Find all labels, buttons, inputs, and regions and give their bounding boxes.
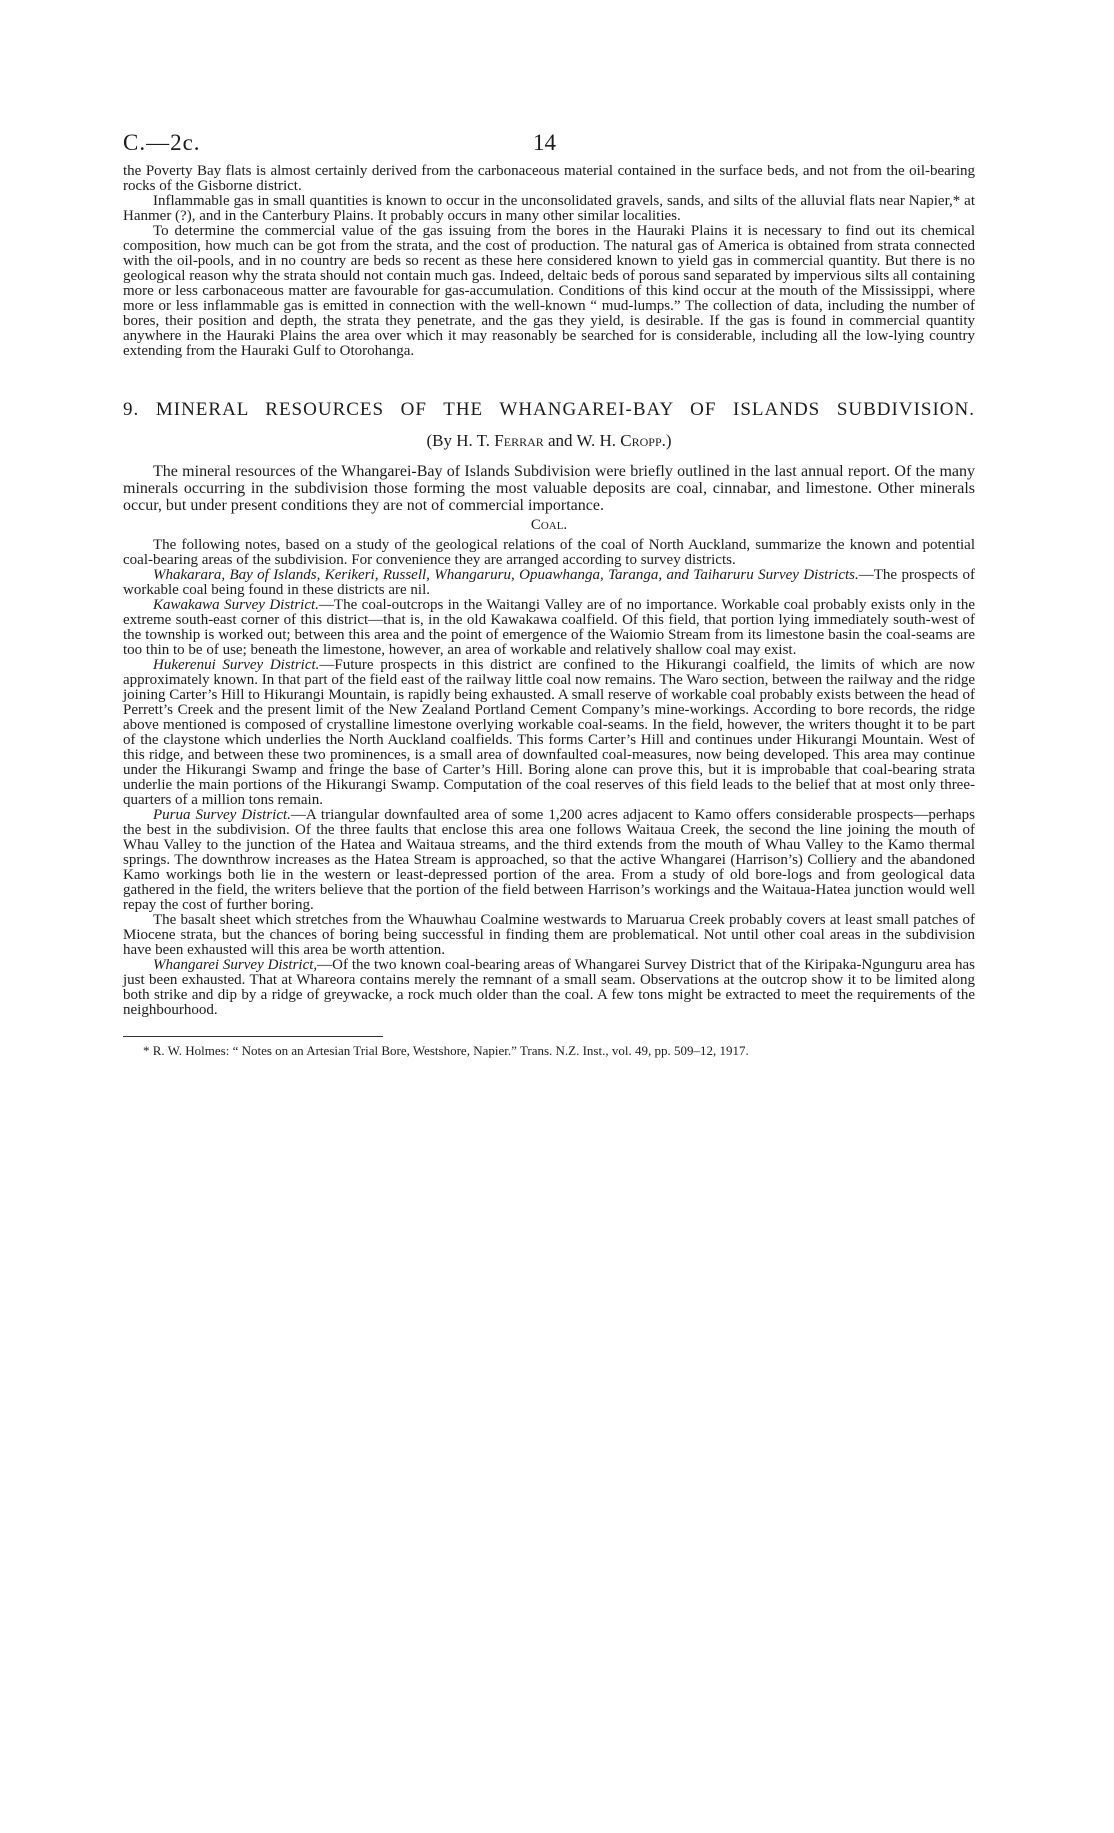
subheading-coal: Coal.: [530, 517, 568, 533]
district-text: —Future prospects in this district are confined to the Hikurangi coalfield, the limits of which are now approximately known. In that part of the field east of the railway little coal now remains. The Waro section, between the railway and the ridge joining Carter’s Hill to Hikurangi Mountain, is rapidly being exhausted. A small reserve of workable coal probably exists between the head of Perrett’s Creek and the present limit of the New Zealand Portland Cement Company’s mine-workings. According to bore records, the ridge above mentioned is composed of crystalline limestone overlying workable coal-seams. In the field, however, the writers thought it to be part of the claystone which underlies the North Auckland coalfields. This forms Carter’s Hill and continues under Hikurangi Mountain. West of this ridge, and between these two prominences, is a small area of downfaulted coal-measures, now being developed. This area may continue under the Hikurangi Swamp and fringe the base of Carter’s Hill. Boring alone can prove this, but it is improbable that coal-bearing strata underlie the main portions of the Hikurangi Swamp. Computation of the coal reserves of this field leads to the belief that at most only three-quarters of a million tons remain.: [123, 657, 975, 808]
district-name: Hukerenui Survey District.: [153, 657, 320, 673]
district-paragraph: [123, 568, 975, 598]
district-name: Purua Survey District.: [153, 807, 291, 823]
district-paragraph: [123, 958, 975, 1018]
district-paragraph: [123, 913, 975, 958]
byline-and: and W. H.: [543, 431, 621, 450]
district-name: Whakarara, Bay of Islands, Kerikeri, Russell, Whangaruru, Opuawhanga, Taranga, and Taiharuru Survey Districts.: [153, 567, 859, 583]
page-header: [123, 130, 975, 164]
district-name: Kawakawa Survey District.: [153, 597, 319, 613]
district-text: —The prospects of workable coal being found in these districts are nil.: [123, 567, 975, 598]
section-heading: 9. MINERAL RESOURCES OF THE WHANGAREI-BAY OF ISLANDS SUBDIVISION.: [123, 399, 975, 420]
district-text: —Of the two known coal-bearing areas of Whangarei Survey District that of the Kiripaka-Ngunguru area has just been exhausted. That at Whareora contains merely the remnant of a small seam. Observations at the outcrop show it to be limited along both strike and dip by a ridge of greywacke, a rock much older than the coal. A few tons might be extracted to meet the requirements of the neighbourhood.: [123, 957, 975, 1018]
author-name: Cropp: [620, 431, 662, 450]
district-text: —The coal-outcrops in the Waitangi Valley are of no importance. Workable coal probably exists only in the extreme south-east corner of this district—that is, in the old Kawakawa coalfield. Of this field, that portion lying immediately south-west of the township is worked out; between this area and the point of emergence of the Waiomio Stream from its limestone basin the coal-seams are too thin to be of use; beneath the limestone, however, an area of workable and relatively shallow coal may exist.: [123, 597, 975, 658]
section-opening: The mineral resources of the Whangarei-Bay of Islands Subdivision were briefly outlined in the last annual report. Of the many minerals occurring in the subdivision those forming the most valuable deposits are coal, cinnabar, and limestone. Other minerals occur, but under present conditions they are not of commercial importance.: [123, 463, 975, 514]
district-text: The basalt sheet which stretches from the Whauwhau Coalmine westwards to Maruarua Creek probably covers at least small patches of Miocene strata, but the chances of boring being successful in finding them are problematical. Not until other coal areas in the subdivision have been exhausted will this area be worth attention.: [123, 912, 975, 958]
district-text: —A triangular downfaulted area of some 1,200 acres adjacent to Kamo offers considerable prospects—perhaps the best in the subdivision. Of the three faults that enclose this area one follows Waitaua Creek, the second the line joining the mouth of Whau Valley to the junction of the Hatea and Waitaua streams, and the third extends from the mouth of Whau Valley to the Kamo thermal springs. The downthrow increases as the Hatea Stream is approached, so that the active Whangarei (Harrison’s) Colliery and the abandoned Kamo workings both lie in the western or least-depressed portion of the area. From a study of old bore-logs and from geological data gathered in the field, the writers believe that the portion of the field between Harrison’s workings and the Waitaua-Hatea junction would well repay the cost of further boring.: [123, 807, 975, 913]
paragraph: To determine the commercial value of the gas issuing from the bores in the Hauraki Plains it is necessary to find out its chemical composition, how much can be got from the strata, and the cost of production. The natural gas of America is obtained from strata connected with the oil-pools, and in no country are beds so recent as these here considered known to yield gas in commercial quantity. But there is no geological reason why the strata should not contain much gas. Indeed, deltaic beds of porous sand separated by impervious silts all containing more or less carbonaceous matter are favourable for gas-accumulation. Conditions of this kind occur at the mouth of the Mississippi, where more or less inflammable gas is emitted in connection with the well-known “ mud-lumps.” The collection of data, including the number of bores, their position and depth, the strata they penetrate, and the gas they yield, is desirable. If the gas is found in commercial quantity anywhere in the Hauraki Plains the area over which it may reasonably be searched for is considerable, including all the low-lying country extending from the Hauraki Gulf to Otorohanga.: [123, 223, 975, 359]
paragraph: the Poverty Bay flats is almost certainly derived from the carbonaceous material contained in the surface beds, and not from the oil-bearing rocks of the Gisborne district.: [123, 163, 975, 194]
byline-suffix: .): [661, 431, 672, 450]
document-reference: C.—2c.: [123, 130, 201, 155]
document-page: [123, 130, 975, 1058]
footnote: * R. W. Holmes: “ Notes on an Artesian Trial Bore, Westshore, Napier.” Trans. N.Z. Inst., vol. 49, pp. 509–12, 1917.: [143, 1043, 749, 1058]
page-number: 14: [533, 130, 556, 155]
byline: [123, 431, 975, 451]
paragraph: The following notes, based on a study of the geological relations of the coal of North Auckland, summarize the known and potential coal-bearing areas of the subdivision. For convenience they are arranged according to survey districts.: [123, 537, 975, 568]
footnote-rule: [123, 1036, 383, 1037]
byline-prefix: (By H. T.: [426, 431, 495, 450]
district-paragraph: [123, 598, 975, 658]
district-paragraph: [123, 658, 975, 808]
district-paragraph: [123, 808, 975, 913]
author-name: Ferrar: [494, 431, 544, 450]
paragraph: Inflammable gas in small quantities is known to occur in the unconsolidated gravels, sands, and silts of the alluvial flats near Napier,* at Hanmer (?), and in the Canterbury Plains. It probably occurs in many other similar localities.: [123, 193, 975, 224]
district-name: Whangarei Survey District,: [153, 957, 318, 973]
